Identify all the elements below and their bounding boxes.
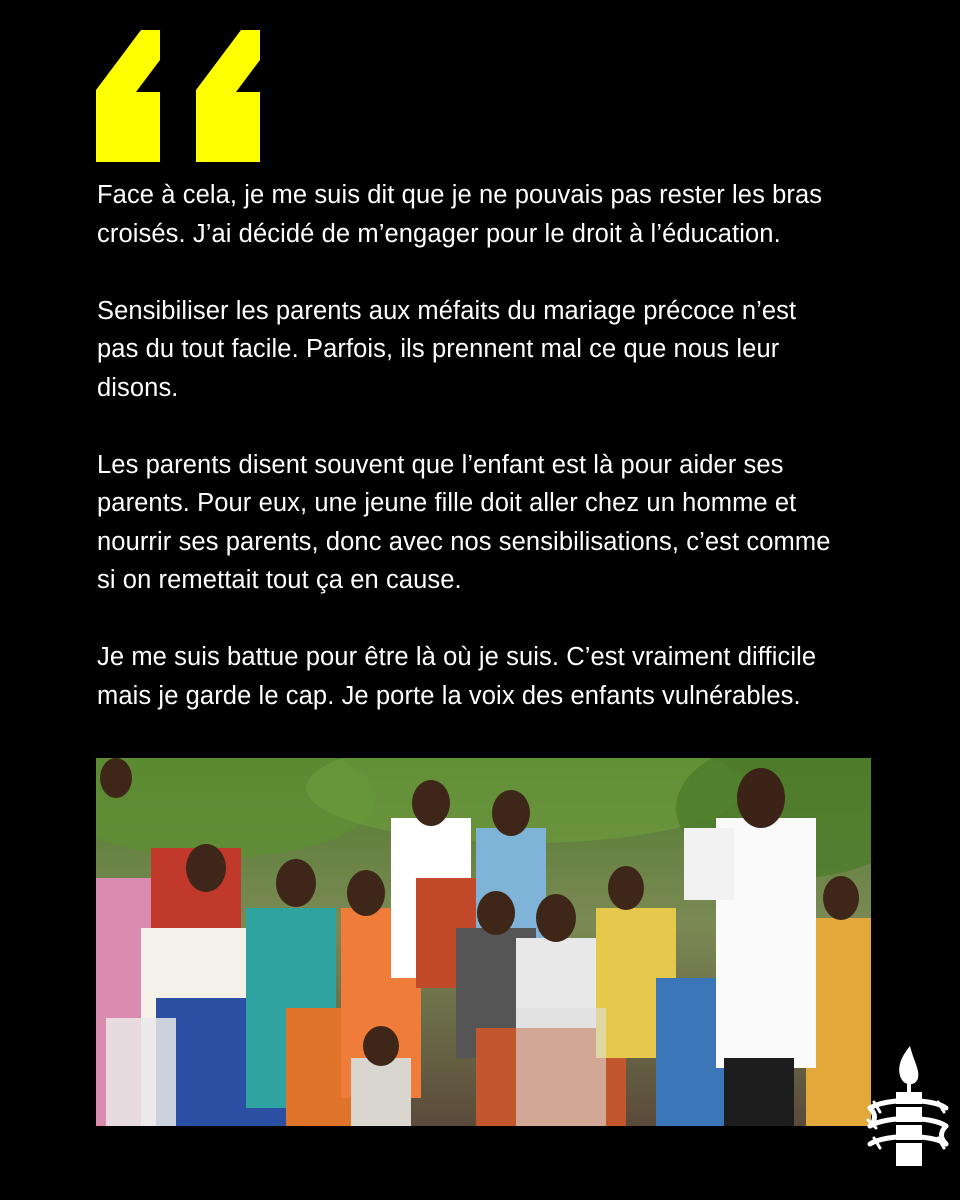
open-quote-icon xyxy=(96,30,266,162)
quote-body xyxy=(97,176,897,715)
quote-paragraph: Sensibiliser les parents aux méfaits du mariage précoce n’est pas du tout facile. Parfois, ils prennent mal ce que nous leur disons. xyxy=(97,296,797,402)
candle-barbed-wire-icon xyxy=(866,1044,950,1170)
quote-paragraph: Je me suis battue pour être là où je suis. C’est vraiment difficile mais je garde le cap. Je porte la voix des enfants vulnérables. xyxy=(97,643,817,710)
community-meeting-photo xyxy=(96,758,871,1126)
quote-paragraph: Face à cela, je me suis dit que je ne pouvais pas rester les bras croisés. J’ai décidé de m’engager pour le droit à l’éducation. xyxy=(97,181,823,248)
quote-paragraph: Les parents disent souvent que l’enfant est là pour aider ses parents. Pour eux, une jeune fille doit aller chez un homme et nourrir ses parents, donc avec nos sensibilisations, c’est comme si on remettait tout ça en cause. xyxy=(97,450,831,594)
